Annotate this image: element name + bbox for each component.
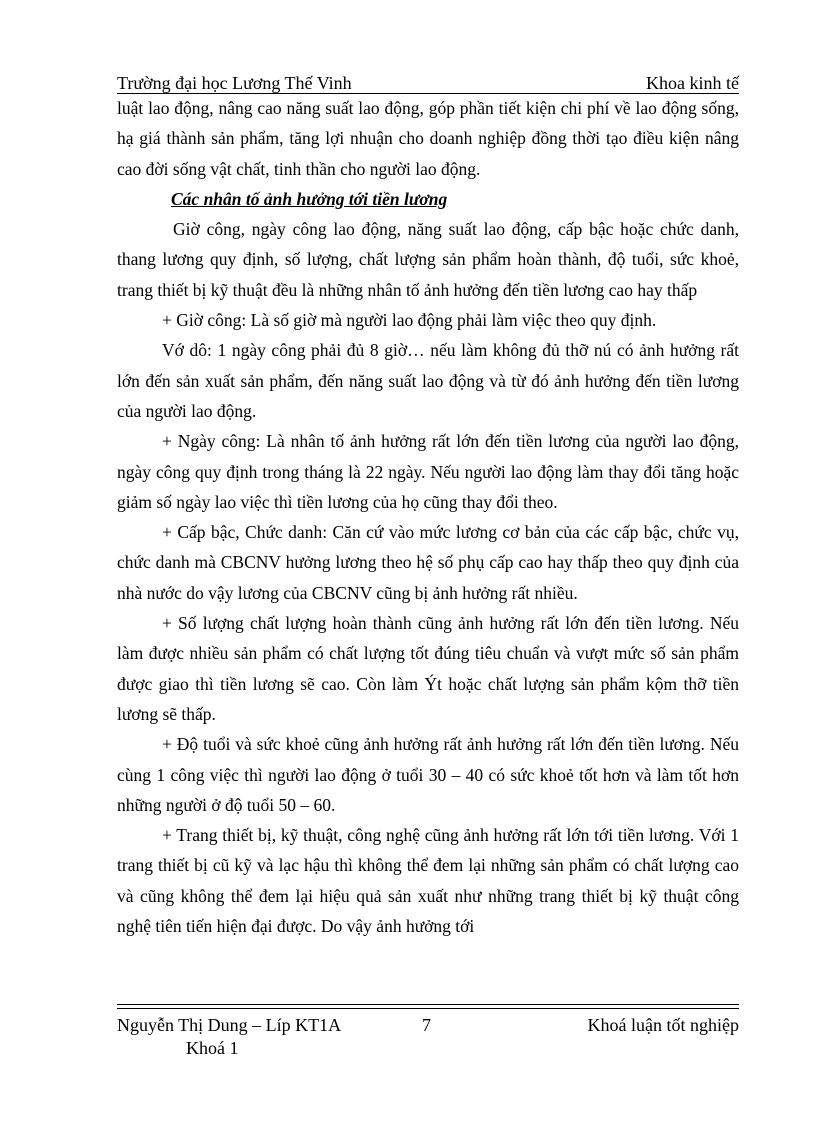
paragraph-intro: Giờ công, ngày công lao động, năng suất lao động, cấp bậc hoặc chức danh, thang lương quy định, số lượng, chất lượng sản phẩm hoàn thành, độ tuổi, sức khoẻ, trang thiết bị kỹ thuật đều là những nhân tố ảnh hưởng đến tiền lương cao hay thấp [117,219,739,300]
footer-rule-top [117,1004,739,1005]
paragraph-continuation: luật lao động, nâng cao năng suất lao động, góp phần tiết kiện chi phí về lao động sống, hạ giá thành sản phẩm, tăng lợi nhuận cho doanh nghiệp đồng thời tạo điều kiện nâng cao đời sống vật chất, tinh thần cho người lao động. [117,98,739,179]
paragraph-working-days: + Ngày công: Là nhân tố ảnh hưởng rất lớn đến tiền lương của người lao động, ngày công quy định trong tháng là 22 ngày. Nếu người lao động làm thay đổi tăng hoặc giảm số ngày lao việc thì tiền lương của họ cũng thay đổi theo. [117,431,739,512]
page-number: 7 [422,1015,431,1035]
page-header [117,66,739,94]
header-university: Trường đại học Lương Thế Vinh [117,73,352,93]
footer-author: Nguyễn Thị Dung – Líp KT1A [117,1015,342,1035]
section-heading: Các nhân tố ảnh hưởng tới tiền lương [171,188,448,209]
paragraph-quantity-quality: + Số lượng chất lượng hoàn thành cũng ảnh hưởng rất lớn đến tiền lương. Nếu làm được nhiều sản phẩm có chất lượng tốt đúng tiêu chuẩn và vượt mức số sản phẩm được giao thì tiền lương sẽ cao. Còn làm Ýt hoặc chất lượng sản phẩm kộm thỡ tiền lương sẽ thấp. [117,613,739,724]
document-body [117,93,739,941]
footer-thesis-title: Khoá luận tốt nghiệp [587,1015,739,1035]
paragraph-working-hours: + Giờ công: Là số giờ mà người lao động phải làm việc theo quy định. [162,310,657,331]
footer-cohort: Khoá 1 [186,1038,239,1058]
paragraph-rank-title: + Cấp bậc, Chức danh: Căn cứ vào mức lương cơ bản của các cấp bậc, chức vụ, chức danh mà CBCNV hưởng lương theo hệ số phụ cấp cao hay thấp theo quy định của nhà nước do vậy lương của CBCNV cũng bị ảnh hưởng rất nhiều. [117,522,739,603]
paragraph-example: Vớ dô: 1 ngày công phải đủ 8 giờ… nếu làm không đủ thỡ nú có ảnh hưởng rất lớn đến sản xuất sản phẩm, đến năng suất lao động và từ đó ảnh hưởng đến tiền lương của người lao động. [117,340,739,421]
paragraph-equipment: + Trang thiết bị, kỹ thuật, công nghệ cũng ảnh hưởng rất lớn tới tiền lương. Với 1 trang thiết bị cũ kỹ và lạc hậu thì không thể đem lại những sản phẩm có chất lượng cao và cũng không thể đem lại hiệu quả sản xuất như những trang thiết bị kỹ thuật công nghệ tiên tiến hiện đại được. Do vậy ảnh hưởng tới [117,825,739,937]
footer-rule-bottom [117,1008,739,1009]
header-faculty: Khoa kinh tế [646,73,739,93]
paragraph-age-health: + Độ tuổi và sức khoẻ cũng ảnh hưởng rất ảnh hưởng rất lớn đến tiền lương. Nếu cùng 1 công việc thì người lao động ở tuổi 30 – 40 có sức khoẻ tốt hơn và làm tốt hơn những người ở độ tuổi 50 – 60. [117,734,739,815]
